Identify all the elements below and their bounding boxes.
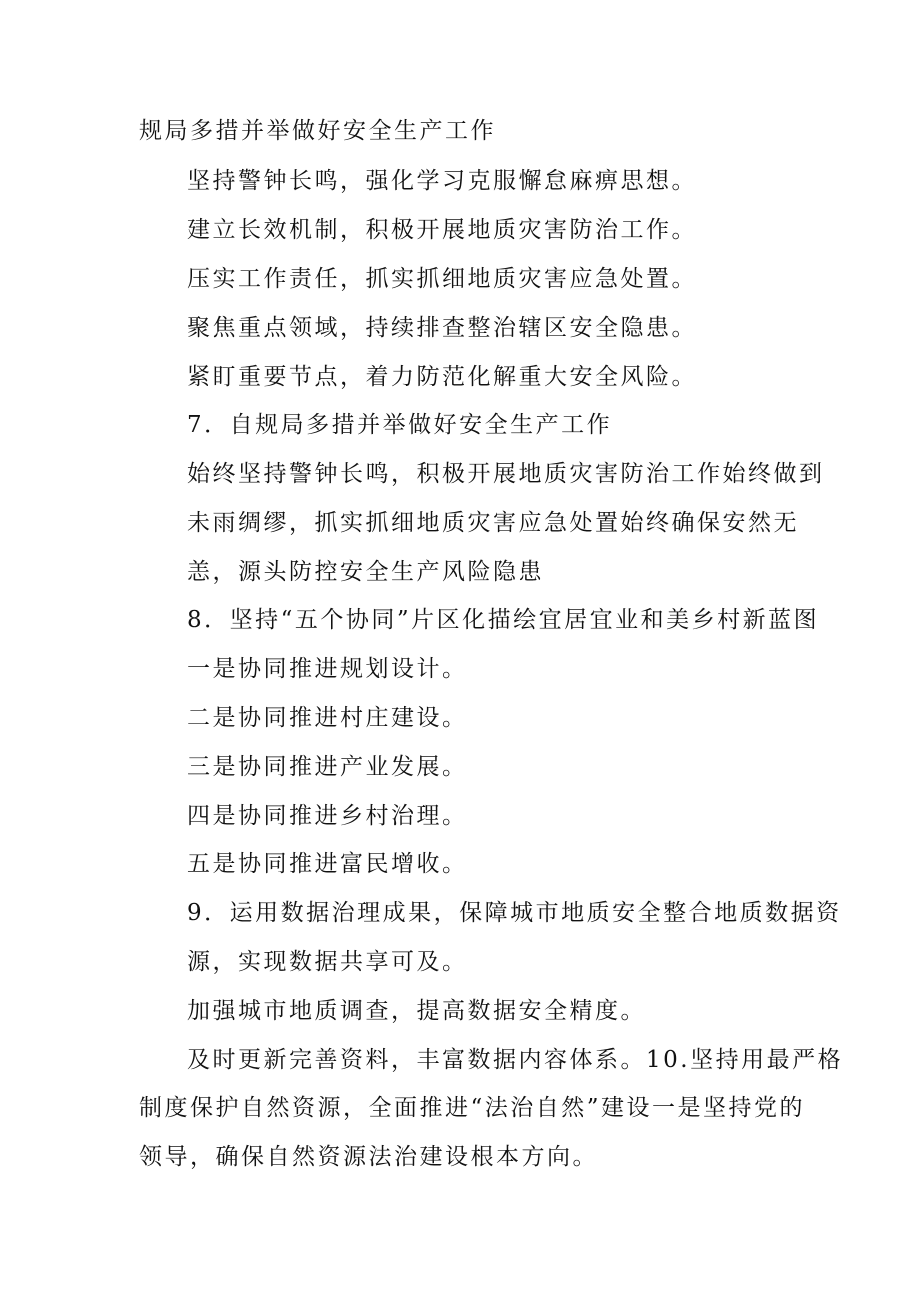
text-line: 始终坚持警钟长鸣，积极开展地质灾害防治工作始终做到 [187, 461, 825, 487]
text-line: 及时更新完善资料，丰富数据内容体系。10.坚持用最严格 [187, 1047, 844, 1073]
text-line: 一是协同推进规划设计。 [187, 656, 468, 682]
text-line: 四是协同推进乡村治理。 [187, 803, 468, 829]
text-line: 规局多措并举做好安全生产工作 [139, 118, 496, 144]
text-line: 领导，确保自然资源法治建设根本方向。 [139, 1144, 598, 1170]
text-line: 聚焦重点领域，持续排查整治辖区安全隐患。 [187, 315, 697, 341]
text-line: 恙，源头防控安全生产风险隐患 [187, 559, 544, 585]
text-line: 五是协同推进富民增收。 [187, 851, 468, 877]
text-line: 三是协同推进产业发展。 [187, 754, 468, 780]
section-heading: 8．坚持“五个协同”片区化描绘宜居宜业和美乡村新蓝图 [187, 607, 820, 633]
text-line: 坚持警钟长鸣，强化学习克服懈怠麻痹思想。 [187, 168, 697, 194]
text-line: 紧盯重要节点，着力防范化解重大安全风险。 [187, 364, 697, 390]
text-line: 加强城市地质调查，提高数据安全精度。 [187, 998, 646, 1024]
text-line: 压实工作责任，抓实抓细地质灾害应急处置。 [187, 266, 697, 292]
text-line: 源，实现数据共享可及。 [187, 949, 468, 975]
text-line: 二是协同推进村庄建设。 [187, 705, 468, 731]
section-heading: 7．自规局多措并举做好安全生产工作 [187, 412, 613, 438]
text-line: 建立长效机制，积极开展地质灾害防治工作。 [187, 217, 697, 243]
section-heading: 9．运用数据治理成果，保障城市地质安全整合地质数据资 [187, 900, 842, 926]
text-line: 制度保护自然资源，全面推进“法治自然”建设一是坚持党的 [139, 1095, 806, 1121]
text-line: 未雨绸缪，抓实抓细地质灾害应急处置始终确保安然无 [187, 510, 799, 536]
